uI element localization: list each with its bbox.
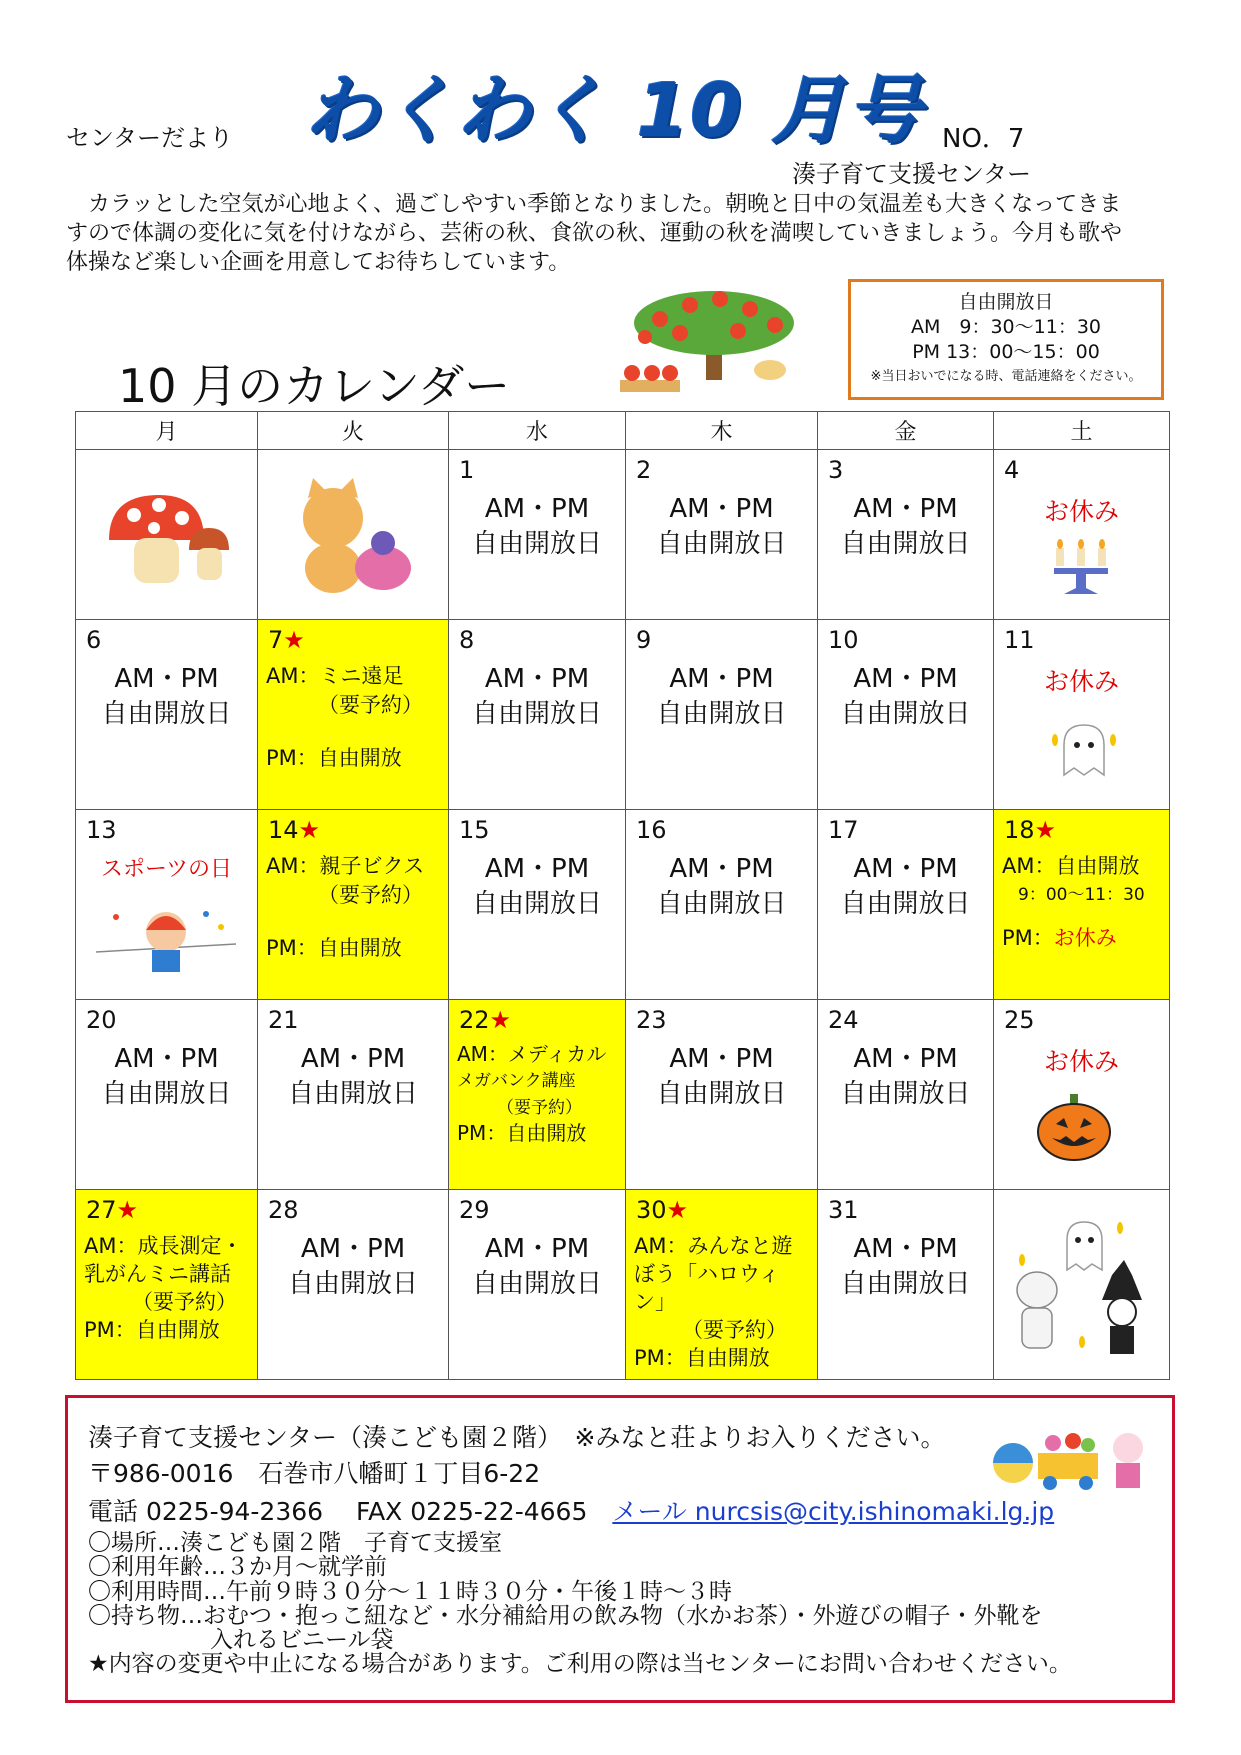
day-number: 8	[459, 626, 475, 654]
day-number: 14	[268, 816, 299, 844]
calendar-cell-day	[626, 450, 818, 620]
contact-info-box	[65, 1395, 1175, 1703]
open-hours-box	[848, 279, 1164, 400]
weekday-sat: 土	[994, 412, 1170, 450]
ampm-label: AM・PM	[114, 1044, 219, 1074]
open-day-label: 自由開放日	[471, 1269, 602, 1299]
info-time: 〇利用時間…午前９時３０分～１１時３０分・午後１時～３時	[88, 1579, 732, 1605]
day-number: 7	[268, 626, 284, 654]
closed-label: お休み	[1043, 1047, 1119, 1076]
event-am: AM：親子ビクス	[266, 854, 425, 878]
open-day-label: 自由開放日	[471, 529, 602, 559]
calendar-cell-day	[818, 450, 994, 620]
ampm-label: AM・PM	[853, 854, 958, 884]
calendar-cell-event	[258, 620, 449, 810]
day-number: 2	[636, 456, 652, 484]
day-number: 27	[86, 1196, 117, 1224]
open-hours-pm: PM 13：00～15：00	[912, 341, 1100, 363]
open-day-label: 自由開放日	[101, 699, 232, 729]
star-icon: ★	[666, 1196, 689, 1224]
open-day-label: 自由開放日	[656, 699, 787, 729]
day-number: 30	[636, 1196, 667, 1224]
calendar-cell-day	[258, 1000, 449, 1190]
ampm-label: AM・PM	[669, 494, 774, 524]
ampm-label: AM・PM	[853, 1044, 958, 1074]
closed-label: お休み	[1043, 667, 1119, 696]
calendar-cell-day	[818, 1190, 994, 1380]
event-name: メガバンク講座	[457, 1071, 576, 1091]
intro-text: カラッとした空気が心地よく、過ごしやすい季節となりました。朝晩と日中の気温差も大きくなってきますので体調の変化に気を付けながら、芸術の秋、食欲の秋、運動の秋を満喫していきましょう。今月も歌や体操など楽しい企画を用意してお待ちしています。	[66, 192, 1123, 275]
event-am: AM：ミニ遠足	[266, 664, 404, 688]
event-reservation: （要予約）	[132, 1290, 237, 1314]
ampm-label: AM・PM	[300, 1234, 406, 1264]
open-day-label: 自由開放日	[840, 1079, 971, 1109]
day-number: 24	[828, 1006, 859, 1034]
calendar-week-row	[76, 1190, 1170, 1380]
ampm-label: AM・PM	[669, 1044, 774, 1074]
weekday-thu: 木	[626, 412, 818, 450]
email-link[interactable]: メール nurcsis@city.ishinomaki.lg.jp	[612, 1497, 1055, 1526]
calendar-cell-day	[449, 1190, 626, 1380]
open-day-label: 自由開放日	[471, 699, 602, 729]
day-number: 18	[1004, 816, 1035, 844]
ampm-label: AM・PM	[484, 854, 590, 884]
day-number: 3	[828, 456, 844, 484]
event-pm: PM：自由開放	[634, 1346, 770, 1370]
pumpkin-icon	[1034, 1092, 1114, 1162]
apple-tree-illustration	[620, 285, 808, 395]
star-icon: ★	[489, 1006, 512, 1034]
event-am: AM：成長測定・	[84, 1234, 243, 1258]
event-pm: PM：	[1002, 926, 1054, 950]
ampm-label: AM・PM	[669, 664, 774, 694]
holiday-label: スポーツの日	[100, 857, 233, 882]
open-day-label: 自由開放日	[840, 699, 971, 729]
day-number: 31	[828, 1196, 859, 1224]
weekday-fri: 金	[818, 412, 994, 450]
calendar-week-row	[76, 810, 1170, 1000]
halloween-characters-icon	[1012, 1220, 1152, 1360]
calendar-cell-empty	[258, 450, 449, 620]
calendar-cell-event	[994, 810, 1170, 1000]
calendar-cell-day	[76, 620, 258, 810]
postal-address: 〒986-0016 石巻市八幡町１丁目6-22	[88, 1459, 541, 1488]
day-number: 23	[636, 1006, 667, 1034]
calendar-week-row	[76, 620, 1170, 810]
open-day-label: 自由開放日	[656, 1079, 787, 1109]
day-number: 21	[268, 1006, 299, 1034]
open-day-label: 自由開放日	[471, 889, 602, 919]
event-pm: PM：自由開放	[457, 1121, 587, 1145]
event-reservation: （要予約）	[318, 883, 423, 907]
ampm-label: AM・PM	[669, 854, 774, 884]
running-child-icon	[96, 902, 236, 982]
calendar-cell-day	[449, 620, 626, 810]
calendar-cell-day	[449, 810, 626, 1000]
day-number: 15	[459, 816, 490, 844]
open-day-label: 自由開放日	[840, 529, 971, 559]
phone-fax: 電話 0225-94-2366 FAX 0225-22-4665	[88, 1497, 613, 1526]
day-number: 11	[1004, 626, 1035, 654]
info-items: 〇持ち物…おむつ・抱っこ紐など・水分補給用の飲み物（水かお茶）・外遊びの帽子・外靴を	[88, 1603, 1043, 1629]
open-day-label: 自由開放日	[656, 889, 787, 919]
day-number: 10	[828, 626, 859, 654]
weekday-header-row	[76, 412, 1170, 450]
calendar-cell-day	[626, 620, 818, 810]
event-am: AM：自由開放	[1002, 854, 1140, 878]
day-number: 16	[636, 816, 667, 844]
event-pm: PM：自由開放	[84, 1318, 220, 1342]
day-number: 17	[828, 816, 859, 844]
open-day-label: 自由開放日	[840, 1269, 971, 1299]
info-place: 〇場所…湊こども園２階 子育て支援室	[88, 1530, 502, 1556]
calendar-cell-holiday	[76, 810, 258, 1000]
day-number: 1	[459, 456, 475, 484]
calendar-cell-day	[818, 810, 994, 1000]
calendar-cell-empty	[994, 1190, 1170, 1380]
calendar-cell-day	[449, 450, 626, 620]
open-day-label: 自由開放日	[287, 1269, 418, 1299]
organization-name: 湊子育て支援センター	[792, 160, 1032, 188]
event-am: AM：メディカル	[457, 1042, 607, 1066]
ampm-label: AM・PM	[484, 1234, 590, 1264]
calendar-cell-event	[76, 1190, 258, 1380]
calendar-title: 10 月のカレンダー	[118, 359, 511, 413]
ampm-label: AM・PM	[853, 494, 958, 524]
day-number: 29	[459, 1196, 490, 1224]
notice-text: ★内容の変更や中止になる場合があります。ご利用の際は当センターにお問い合わせください。	[88, 1651, 1072, 1677]
calendar-cell-event	[258, 810, 449, 1000]
star-icon: ★	[298, 816, 321, 844]
calendar-cell-event	[449, 1000, 626, 1190]
star-icon: ★	[1034, 816, 1057, 844]
calendar-cell-day	[258, 1190, 449, 1380]
calendar-cell-day	[626, 810, 818, 1000]
ampm-label: AM・PM	[484, 664, 590, 694]
mushroom-icon	[104, 490, 234, 590]
ampm-label: AM・PM	[853, 664, 958, 694]
day-number: 4	[1004, 456, 1020, 484]
ampm-label: AM・PM	[484, 494, 590, 524]
info-items-continued: 入れるビニール袋	[210, 1627, 394, 1653]
event-pm: PM：自由開放	[266, 746, 402, 770]
open-day-label: 自由開放日	[656, 529, 787, 559]
ampm-label: AM・PM	[300, 1044, 406, 1074]
event-reservation: （要予約）	[682, 1318, 787, 1342]
calendar-cell-day	[818, 1000, 994, 1190]
ampm-label: AM・PM	[114, 664, 219, 694]
ghost-icon	[1049, 720, 1119, 780]
weekday-tue: 火	[258, 412, 449, 450]
center-address-label: 湊子育て支援センター（湊こども園２階） ※みなと荘よりお入りください。	[88, 1423, 946, 1452]
day-number: 20	[86, 1006, 117, 1034]
event-am: AM：みんなと遊	[634, 1234, 793, 1258]
calendar-cell-day	[994, 620, 1170, 810]
ampm-label: AM・PM	[853, 1234, 958, 1264]
star-icon: ★	[116, 1196, 139, 1224]
info-age: 〇利用年齢…３か月～就学前	[88, 1554, 387, 1580]
issue-number: NO．7	[942, 124, 1025, 154]
closed-label: お休み	[1043, 497, 1119, 526]
calendar-cell-event	[626, 1190, 818, 1380]
newsletter-label: センターだより	[66, 124, 234, 152]
event-pm: PM：自由開放	[266, 936, 402, 960]
event-time: 9：00～11：30	[1018, 885, 1145, 905]
day-number: 25	[1004, 1006, 1035, 1034]
day-number: 6	[86, 626, 102, 654]
open-hours-note: ※当日おいでになる時、電話連絡をください。	[870, 369, 1142, 384]
calendar-week-row	[76, 1000, 1170, 1190]
weekday-wed: 水	[449, 412, 626, 450]
calendar-cell-day	[994, 1000, 1170, 1190]
calendar-cell-day	[994, 450, 1170, 620]
calendar-cell-day	[76, 1000, 258, 1190]
calendar-table	[75, 411, 1170, 1380]
event-name: ぼう「ハロウィン」	[634, 1262, 780, 1314]
day-number: 22	[459, 1006, 490, 1034]
day-number: 13	[86, 816, 117, 844]
open-day-label: 自由開放日	[287, 1079, 418, 1109]
calendar-cell-empty	[76, 450, 258, 620]
open-day-label: 自由開放日	[101, 1079, 232, 1109]
star-icon: ★	[283, 626, 305, 654]
open-hours-title: 自由開放日	[958, 291, 1054, 313]
toys-illustration	[988, 1413, 1158, 1493]
event-name: 乳がんミニ講話	[84, 1262, 231, 1286]
calendar-week-row	[76, 450, 1170, 620]
calendar-cell-day	[818, 620, 994, 810]
open-hours-am: AM 9：30～11：30	[910, 316, 1101, 338]
cat-icon	[288, 478, 418, 598]
open-day-label: 自由開放日	[840, 889, 971, 919]
candle-icon	[1046, 538, 1116, 598]
event-reservation: （要予約）	[497, 1098, 582, 1118]
page-title: わくわく 10 月号	[305, 68, 924, 154]
event-reservation: （要予約）	[318, 693, 423, 717]
calendar-cell-day	[626, 1000, 818, 1190]
closed-label: お休み	[1053, 926, 1117, 950]
day-number: 28	[268, 1196, 299, 1224]
weekday-mon: 月	[76, 412, 258, 450]
day-number: 9	[636, 626, 652, 654]
